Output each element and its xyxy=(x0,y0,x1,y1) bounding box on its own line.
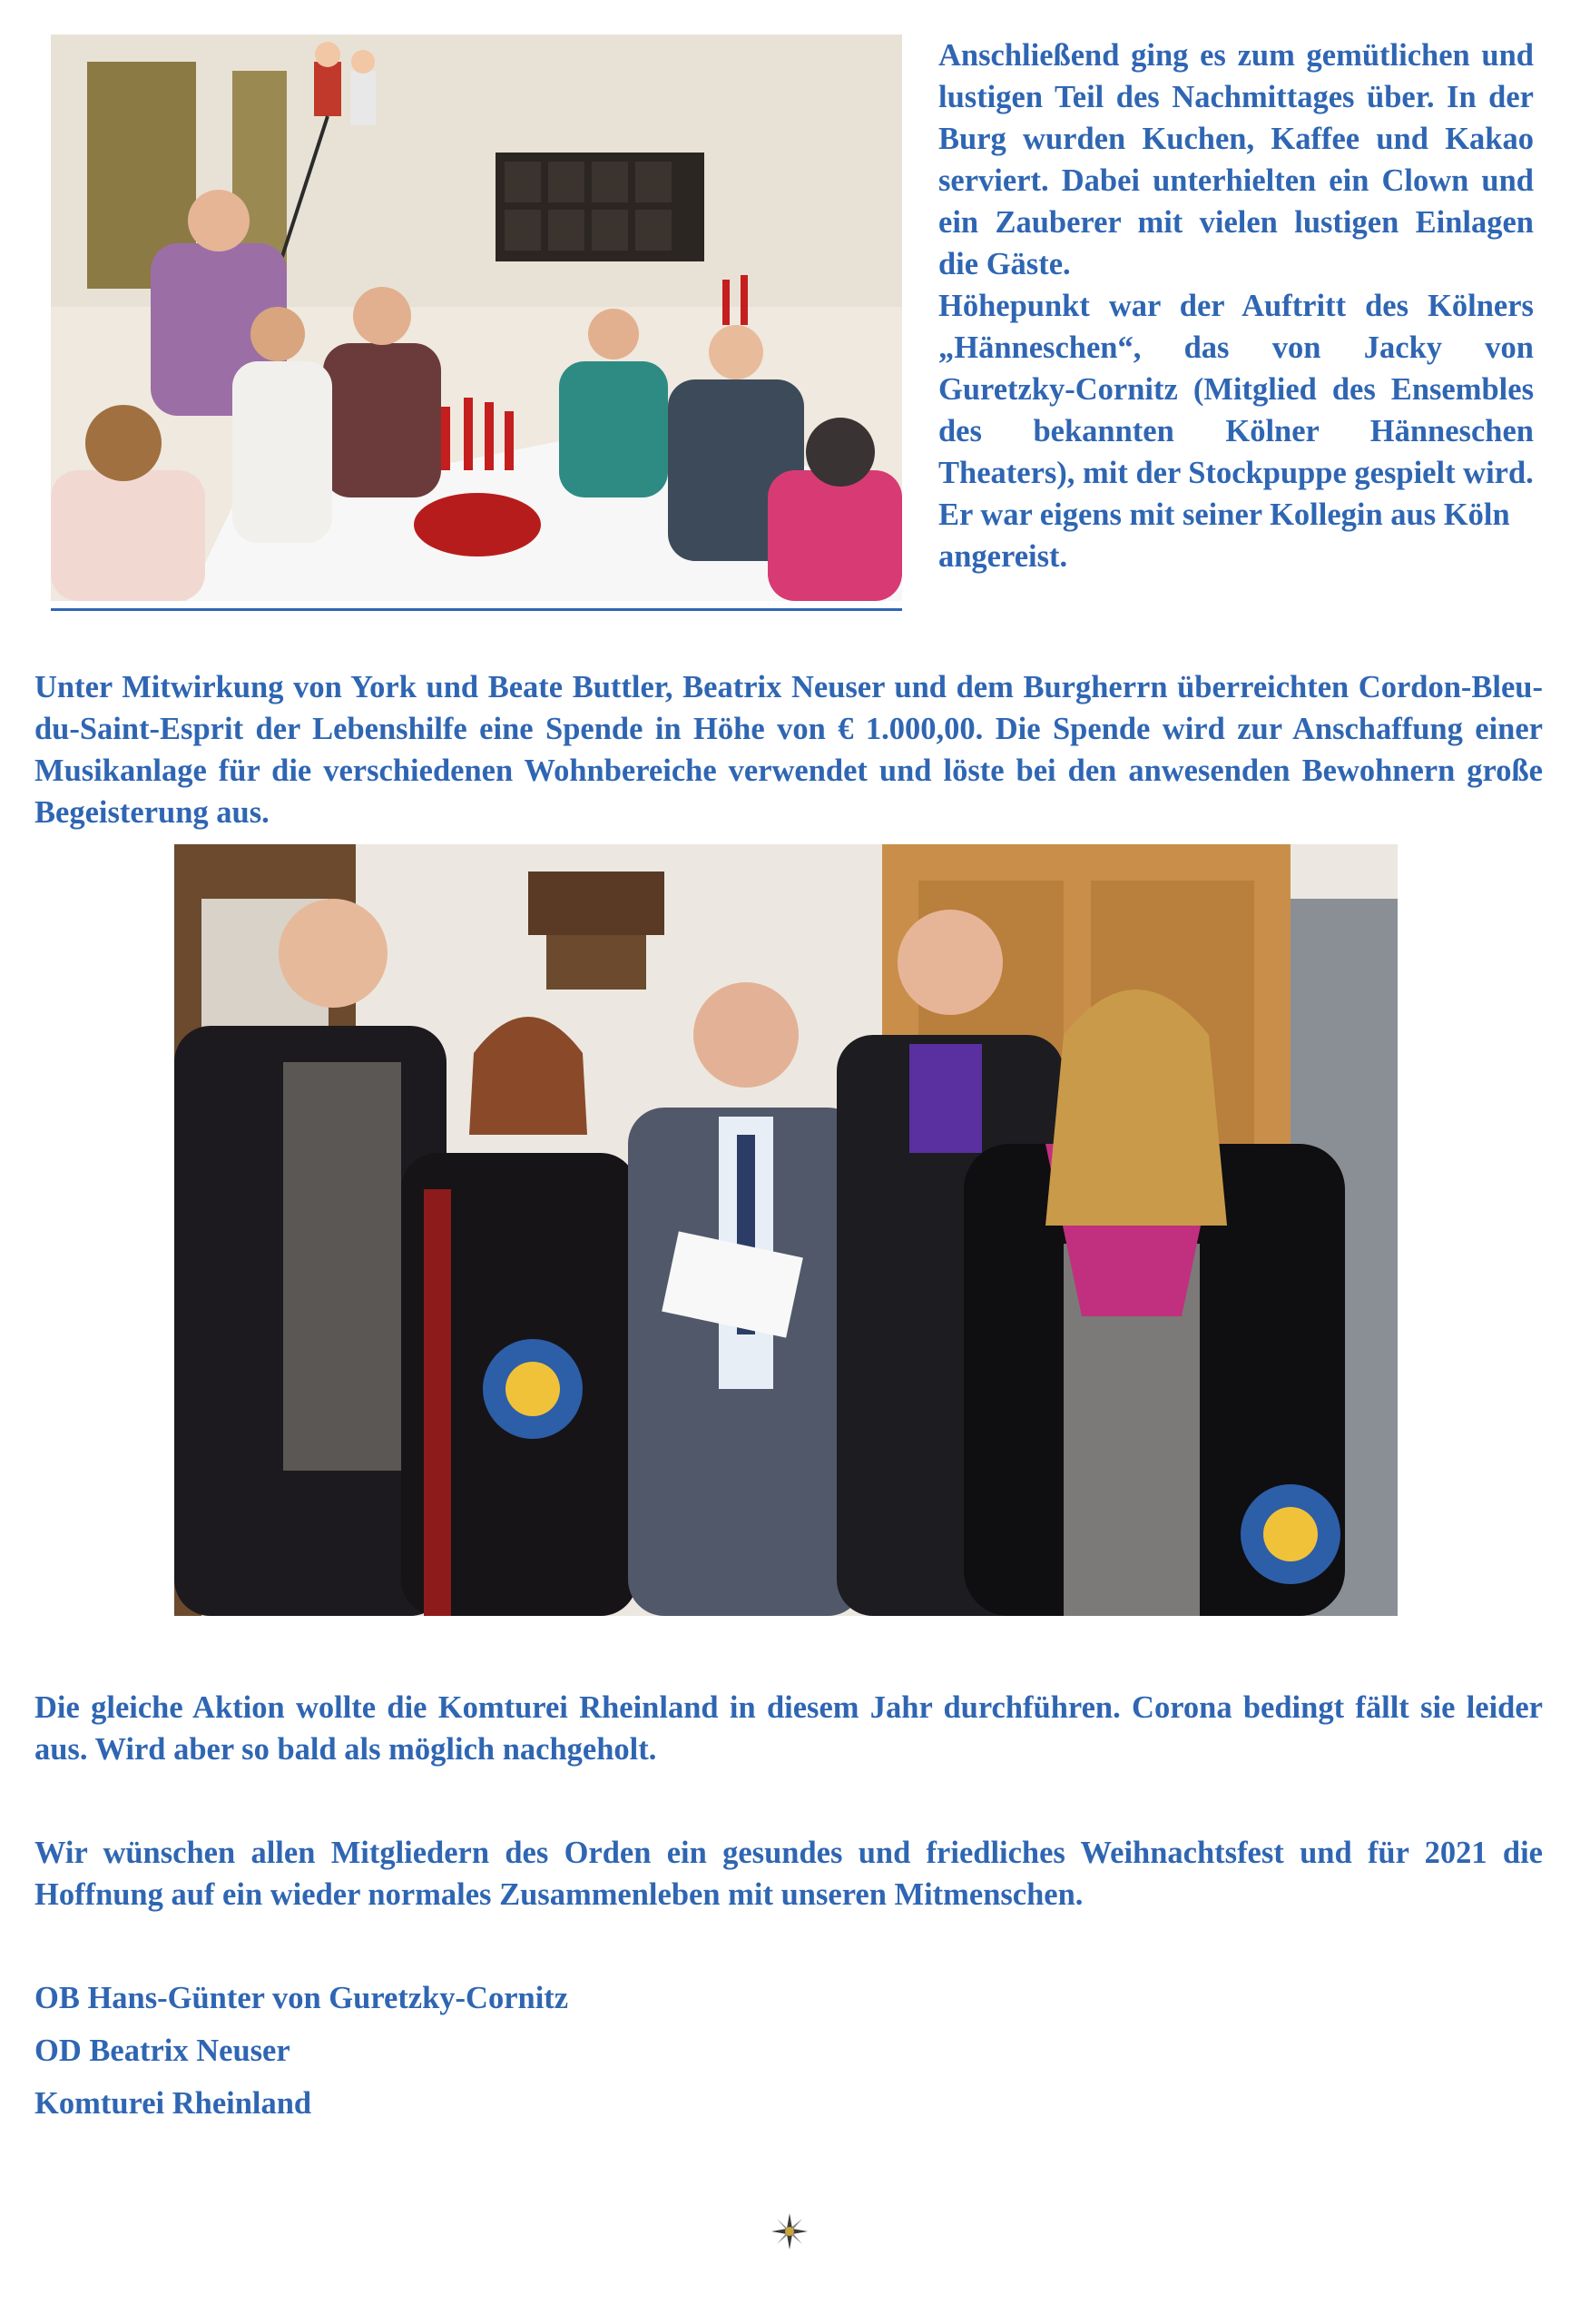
highlight-paragraph: Höhepunkt war der Auftritt des Kölners „Hänneschen“, das von Jacky von Guretzky-Cornitz (Mitglied des Ensembles des bekannten Kölner Hänneschen Theaters), mit der Stockpuppe gespielt wird. xyxy=(938,289,1534,490)
photo-puppet-show-illustration xyxy=(51,34,902,601)
photo-group xyxy=(174,844,1398,1616)
intro-text-column xyxy=(938,34,1534,577)
signature-line-2: OD Beatrix Neuser xyxy=(34,2034,290,2068)
signature-line-3: Komturei Rheinland xyxy=(34,2086,312,2121)
corona-paragraph: Die gleiche Aktion wollte die Komturei Rheinland in diesem Jahr durchführen. Corona bedingt fällt sie leider aus. Wird aber so bald als möglich nachgeholt. xyxy=(34,1690,1543,1767)
travel-paragraph: Er war eigens mit seiner Kollegin aus Köln angereist. xyxy=(938,497,1510,574)
wishes-paragraph: Wir wünschen allen Mitgliedern des Orden ein gesundes und friedliches Weihnachtsfest und für 2021 die Hoffnung auf ein wieder normales Zusammenleben mit unseren Mitmenschen. xyxy=(34,1836,1543,1912)
photo-group-illustration xyxy=(174,844,1398,1616)
signature-line-1: OB Hans-Günter von Guretzky-Cornitz xyxy=(34,1981,569,2015)
order-emblem-icon xyxy=(770,2211,810,2251)
photo-puppet-show xyxy=(51,34,902,601)
donation-paragraph: Unter Mitwirkung von York und Beate Buttler, Beatrix Neuser und dem Burgherrn überreichten Cordon-Bleu-du-Saint-Esprit der Lebenshilfe eine Spende in Höhe von € 1.000,00. Die Spende wird zur Anschaffung einer Musikanlage für die verschiedenen Wohnbereiche verwendet und löste bei den anwesenden Bewohnern große Begeisterung aus. xyxy=(34,670,1543,830)
intro-paragraph: Anschließend ging es zum gemütlichen und lustigen Teil des Nachmittages über. In der Burg wurden Kuchen, Kaffee und Kakao serviert. Dabei unterhielten ein Clown und ein Zauberer mit vielen lustigen Einlagen die Gäste. xyxy=(938,38,1534,281)
photo-underline xyxy=(51,608,902,611)
